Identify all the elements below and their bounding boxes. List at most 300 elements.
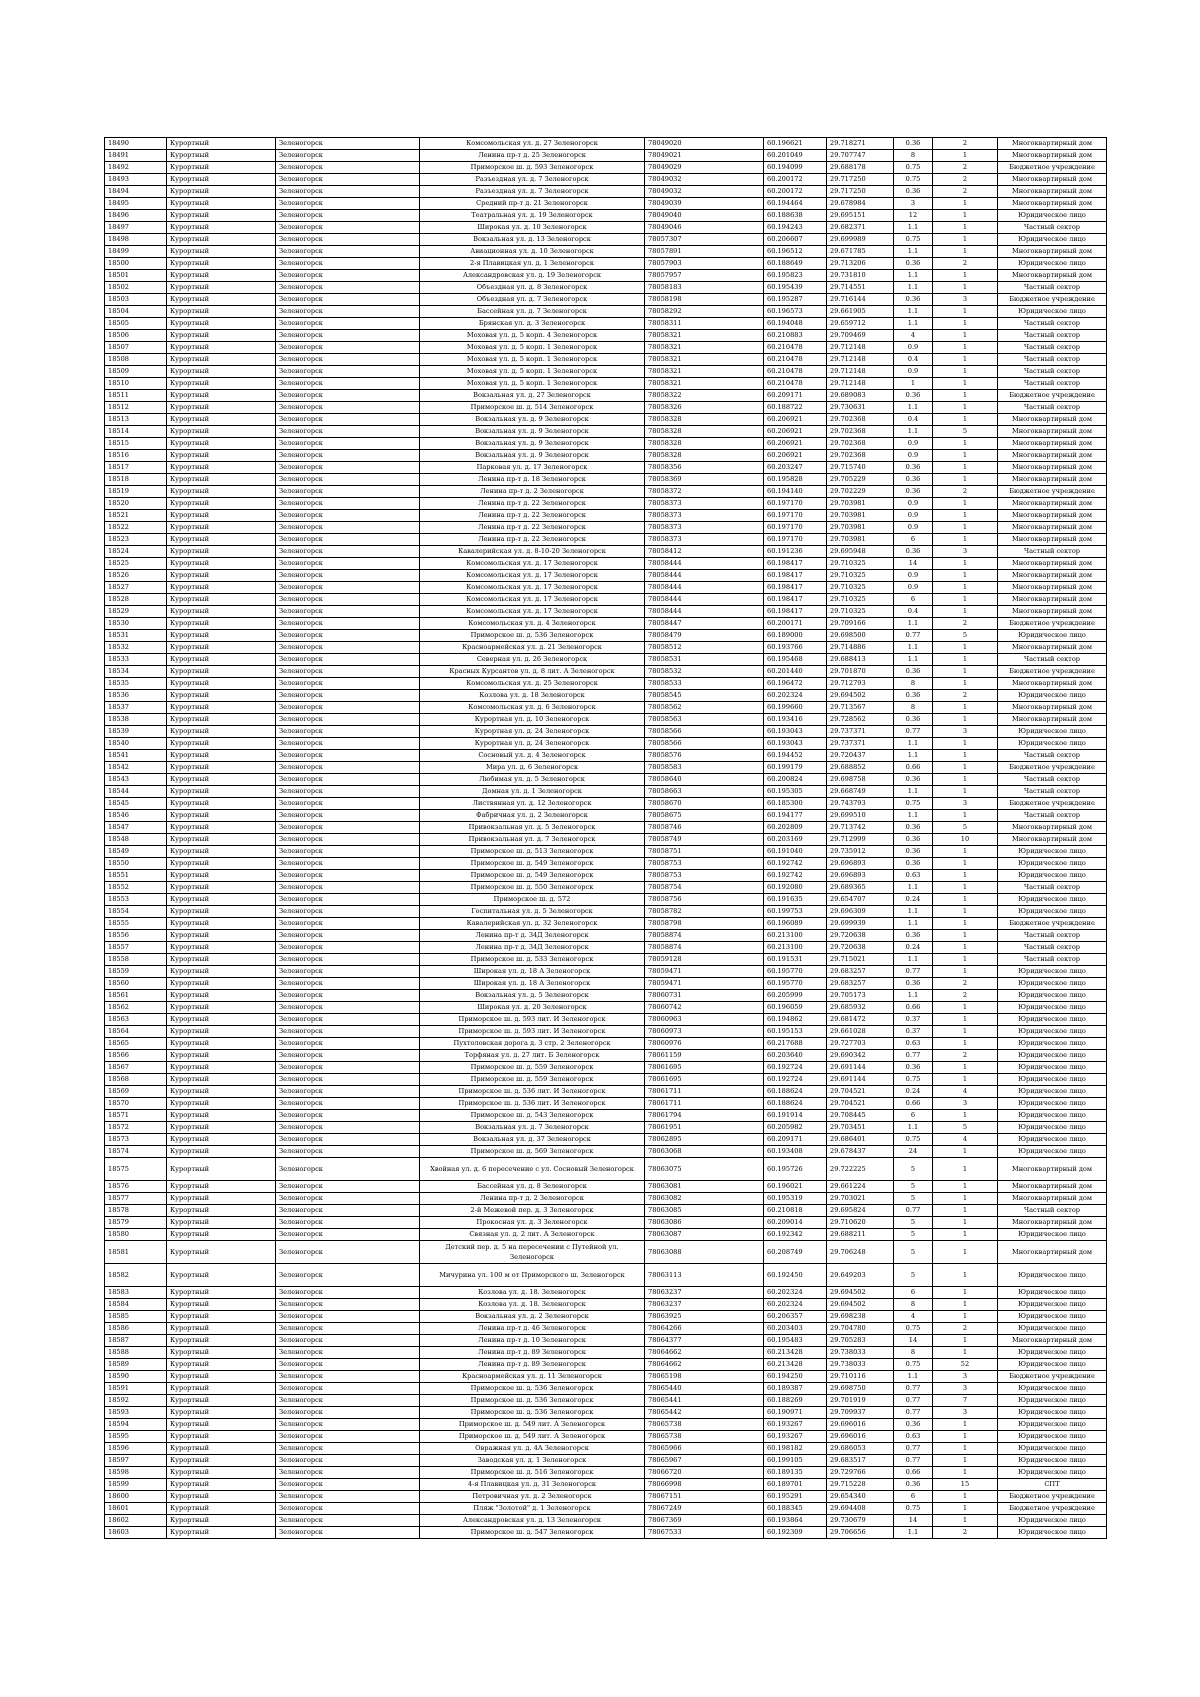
address-cell: Широкая ул. д. 20 Зеленогорск — [420, 1002, 645, 1014]
power-cell: 0.4 — [894, 354, 933, 366]
address-cell: Авиационная ул. д. 10 Зеленогорск — [420, 246, 645, 258]
code-cell: 78061695 — [645, 1074, 764, 1086]
power-cell: 0.36 — [894, 834, 933, 846]
longitude-cell: 29.710325 — [827, 558, 894, 570]
type-cell: Юридическое лицо — [998, 1527, 1107, 1539]
latitude-cell: 60.196512 — [764, 246, 827, 258]
count-cell: 1 — [933, 966, 998, 978]
district-cell: Курортный — [167, 858, 276, 870]
count-cell: 1 — [933, 234, 998, 246]
count-cell: 5 — [933, 426, 998, 438]
longitude-cell: 29.728562 — [827, 714, 894, 726]
code-cell: 78058444 — [645, 594, 764, 606]
latitude-cell: 60.192742 — [764, 858, 827, 870]
row-id-cell: 18515 — [105, 438, 167, 450]
power-cell: 6 — [894, 1287, 933, 1299]
type-cell: Многоквартирный дом — [998, 558, 1107, 570]
city-cell: Зеленогорск — [276, 162, 420, 174]
address-cell: Хвойная ул. д. 6 пересечение с ул. Сосновый Зеленогорск — [420, 1158, 645, 1181]
longitude-cell: 29.709937 — [827, 1407, 894, 1419]
row-id-cell: 18513 — [105, 414, 167, 426]
city-cell: Зеленогорск — [276, 1002, 420, 1014]
district-cell: Курортный — [167, 714, 276, 726]
city-cell: Зеленогорск — [276, 738, 420, 750]
power-cell: 8 — [894, 702, 933, 714]
row-id-cell: 18497 — [105, 222, 167, 234]
city-cell: Зеленогорск — [276, 1527, 420, 1539]
type-cell: Бюджетное учреждение — [998, 918, 1107, 930]
count-cell: 2 — [933, 174, 998, 186]
address-cell: Вокзальная ул. д. 5 Зеленогорск — [420, 990, 645, 1002]
power-cell: 0.9 — [894, 450, 933, 462]
latitude-cell: 60.202324 — [764, 690, 827, 702]
row-id-cell: 18531 — [105, 630, 167, 642]
latitude-cell: 60.195287 — [764, 294, 827, 306]
table-row — [105, 402, 1107, 414]
type-cell: Многоквартирный дом — [998, 570, 1107, 582]
district-cell: Курортный — [167, 486, 276, 498]
address-cell: Ленина пр-т д. 34Д Зеленогорск — [420, 930, 645, 942]
latitude-cell: 60.192080 — [764, 882, 827, 894]
latitude-cell: 60.195770 — [764, 978, 827, 990]
latitude-cell: 60.196573 — [764, 306, 827, 318]
type-cell: Многоквартирный дом — [998, 642, 1107, 654]
longitude-cell: 29.688413 — [827, 654, 894, 666]
count-cell: 5 — [933, 1122, 998, 1134]
district-cell: Курортный — [167, 1110, 276, 1122]
count-cell: 1 — [933, 654, 998, 666]
power-cell: 8 — [894, 678, 933, 690]
type-cell: Бюджетное учреждение — [998, 666, 1107, 678]
longitude-cell: 29.722225 — [827, 1158, 894, 1181]
power-cell: 0.24 — [894, 1086, 933, 1098]
city-cell: Зеленогорск — [276, 1371, 420, 1383]
code-cell: 78058798 — [645, 918, 764, 930]
district-cell: Курортный — [167, 1371, 276, 1383]
count-cell: 1 — [933, 558, 998, 570]
city-cell: Зеленогорск — [276, 1431, 420, 1443]
power-cell: 0.75 — [894, 1134, 933, 1146]
longitude-cell: 29.738033 — [827, 1359, 894, 1371]
city-cell: Зеленогорск — [276, 186, 420, 198]
code-cell: 78059128 — [645, 954, 764, 966]
table-row — [105, 1515, 1107, 1527]
district-cell: Курортный — [167, 462, 276, 474]
power-cell: 0.36 — [894, 258, 933, 270]
count-cell: 1 — [933, 270, 998, 282]
power-cell: 0.24 — [894, 894, 933, 906]
type-cell: Частный сектор — [998, 330, 1107, 342]
address-cell: Красноармейская ул. д. 11 Зеленогорск — [420, 1371, 645, 1383]
latitude-cell: 60.201049 — [764, 150, 827, 162]
code-cell: 78063081 — [645, 1181, 764, 1193]
power-cell: 5 — [894, 1229, 933, 1241]
district-cell: Курортный — [167, 210, 276, 222]
row-id-cell: 18580 — [105, 1229, 167, 1241]
code-cell: 78058751 — [645, 846, 764, 858]
power-cell: 1.1 — [894, 1122, 933, 1134]
table-row — [105, 702, 1107, 714]
type-cell: Частный сектор — [998, 354, 1107, 366]
district-cell: Курортный — [167, 930, 276, 942]
latitude-cell: 60.188624 — [764, 1098, 827, 1110]
table-row — [105, 1134, 1107, 1146]
address-cell: Моховая ул. д. 5 корп. 4 Зеленогорск — [420, 330, 645, 342]
count-cell: 4 — [933, 1086, 998, 1098]
district-cell: Курортный — [167, 546, 276, 558]
code-cell: 78058756 — [645, 894, 764, 906]
latitude-cell: 60.203169 — [764, 834, 827, 846]
power-cell: 0.36 — [894, 546, 933, 558]
row-id-cell: 18566 — [105, 1050, 167, 1062]
count-cell: 3 — [933, 1098, 998, 1110]
row-id-cell: 18547 — [105, 822, 167, 834]
row-id-cell: 18572 — [105, 1122, 167, 1134]
power-cell: 0.36 — [894, 930, 933, 942]
table-row — [105, 1383, 1107, 1395]
address-cell: Кавалерийская ул. д. 8-10-20 Зеленогорск — [420, 546, 645, 558]
table-row — [105, 1491, 1107, 1503]
city-cell: Зеленогорск — [276, 918, 420, 930]
code-cell: 78067151 — [645, 1491, 764, 1503]
type-cell: Юридическое лицо — [998, 1002, 1107, 1014]
power-cell: 4 — [894, 330, 933, 342]
type-cell: Многоквартирный дом — [998, 1241, 1107, 1264]
type-cell: Юридическое лицо — [998, 1407, 1107, 1419]
power-cell: 1.1 — [894, 282, 933, 294]
latitude-cell: 60.198182 — [764, 1443, 827, 1455]
row-id-cell: 18577 — [105, 1193, 167, 1205]
city-cell: Зеленогорск — [276, 570, 420, 582]
code-cell: 78066998 — [645, 1479, 764, 1491]
code-cell: 78057957 — [645, 270, 764, 282]
table-row — [105, 1299, 1107, 1311]
table-row — [105, 414, 1107, 426]
power-cell: 0.75 — [894, 1323, 933, 1335]
district-cell: Курортный — [167, 1217, 276, 1229]
district-cell: Курортный — [167, 894, 276, 906]
type-cell: Бюджетное учреждение — [998, 798, 1107, 810]
longitude-cell: 29.702229 — [827, 486, 894, 498]
longitude-cell: 29.696309 — [827, 906, 894, 918]
code-cell: 78060976 — [645, 1038, 764, 1050]
longitude-cell: 29.686053 — [827, 1443, 894, 1455]
city-cell: Зеленогорск — [276, 246, 420, 258]
power-cell: 0.77 — [894, 1455, 933, 1467]
count-cell: 1 — [933, 750, 998, 762]
table-row — [105, 318, 1107, 330]
latitude-cell: 60.200172 — [764, 186, 827, 198]
table-row — [105, 522, 1107, 534]
address-cell: Сосновый ул. д. 4 Зеленогорск — [420, 750, 645, 762]
power-cell: 4 — [894, 1311, 933, 1323]
city-cell: Зеленогорск — [276, 1395, 420, 1407]
address-cell: Прокосная ул. д. 3 Зеленогорск — [420, 1217, 645, 1229]
address-cell: Ленина пр-т д. 2 Зеленогорск — [420, 486, 645, 498]
table-row — [105, 1503, 1107, 1515]
power-cell: 5 — [894, 1217, 933, 1229]
row-id-cell: 18548 — [105, 834, 167, 846]
address-cell: Разъездная ул. д. 7 Зеленогорск — [420, 174, 645, 186]
power-cell: 1.1 — [894, 270, 933, 282]
table-row — [105, 354, 1107, 366]
address-cell: Приморское ш. д. 536 Зеленогорск — [420, 1383, 645, 1395]
row-id-cell: 18598 — [105, 1467, 167, 1479]
latitude-cell: 60.193267 — [764, 1419, 827, 1431]
latitude-cell: 60.199753 — [764, 906, 827, 918]
district-cell: Курортный — [167, 594, 276, 606]
longitude-cell: 29.712148 — [827, 342, 894, 354]
power-cell: 0.36 — [894, 690, 933, 702]
address-cell: Бассейная ул. д. 7 Зеленогорск — [420, 306, 645, 318]
latitude-cell: 60.188269 — [764, 1395, 827, 1407]
power-cell: 14 — [894, 1515, 933, 1527]
data-table — [104, 137, 1107, 1539]
row-id-cell: 18565 — [105, 1038, 167, 1050]
row-id-cell: 18599 — [105, 1479, 167, 1491]
count-cell: 1 — [933, 318, 998, 330]
district-cell: Курортный — [167, 1229, 276, 1241]
code-cell: 78061711 — [645, 1086, 764, 1098]
district-cell: Курортный — [167, 1431, 276, 1443]
address-cell: Заводская ул. д. 1 Зеленогорск — [420, 1455, 645, 1467]
row-id-cell: 18499 — [105, 246, 167, 258]
count-cell: 2 — [933, 1050, 998, 1062]
count-cell: 2 — [933, 990, 998, 1002]
row-id-cell: 18507 — [105, 342, 167, 354]
address-cell: Вокзальная ул. д. 37 Зеленогорск — [420, 1134, 645, 1146]
code-cell: 78058749 — [645, 834, 764, 846]
type-cell: Юридическое лицо — [998, 1074, 1107, 1086]
latitude-cell: 60.193043 — [764, 726, 827, 738]
type-cell: Частный сектор — [998, 654, 1107, 666]
city-cell: Зеленогорск — [276, 498, 420, 510]
table-row — [105, 966, 1107, 978]
count-cell: 1 — [933, 786, 998, 798]
power-cell: 8 — [894, 1299, 933, 1311]
code-cell: 78065198 — [645, 1371, 764, 1383]
type-cell: СПТ — [998, 1479, 1107, 1491]
power-cell: 0.77 — [894, 966, 933, 978]
longitude-cell: 29.703981 — [827, 498, 894, 510]
district-cell: Курортный — [167, 582, 276, 594]
type-cell: Юридическое лицо — [998, 990, 1107, 1002]
longitude-cell: 29.699939 — [827, 918, 894, 930]
code-cell: 78065442 — [645, 1407, 764, 1419]
address-cell: Александровская ул. д. 13 Зеленогорск — [420, 1515, 645, 1527]
longitude-cell: 29.698750 — [827, 1383, 894, 1395]
longitude-cell: 29.709166 — [827, 618, 894, 630]
count-cell: 1 — [933, 1193, 998, 1205]
district-cell: Курортный — [167, 318, 276, 330]
type-cell: Многоквартирный дом — [998, 498, 1107, 510]
code-cell: 78049040 — [645, 210, 764, 222]
latitude-cell: 60.210883 — [764, 330, 827, 342]
code-cell: 78058356 — [645, 462, 764, 474]
type-cell: Юридическое лицо — [998, 690, 1107, 702]
row-id-cell: 18601 — [105, 1503, 167, 1515]
power-cell: 0.75 — [894, 174, 933, 186]
district-cell: Курортный — [167, 450, 276, 462]
city-cell: Зеленогорск — [276, 630, 420, 642]
latitude-cell: 60.200171 — [764, 618, 827, 630]
district-cell: Курортный — [167, 954, 276, 966]
count-cell: 1 — [933, 1181, 998, 1193]
code-cell: 78058533 — [645, 678, 764, 690]
city-cell: Зеленогорск — [276, 522, 420, 534]
type-cell: Многоквартирный дом — [998, 270, 1107, 282]
count-cell: 52 — [933, 1359, 998, 1371]
address-cell: Листвянная ул. д. 12 Зеленогорск — [420, 798, 645, 810]
type-cell: Юридическое лицо — [998, 1395, 1107, 1407]
address-cell: Театральная ул. д. 19 Зеленогорск — [420, 210, 645, 222]
count-cell: 1 — [933, 1014, 998, 1026]
address-cell: Приморское ш. д. 516 Зеленогорск — [420, 1467, 645, 1479]
district-cell: Курортный — [167, 306, 276, 318]
longitude-cell: 29.695151 — [827, 210, 894, 222]
longitude-cell: 29.699989 — [827, 234, 894, 246]
row-id-cell: 18511 — [105, 390, 167, 402]
code-cell: 78064266 — [645, 1323, 764, 1335]
type-cell: Многоквартирный дом — [998, 1193, 1107, 1205]
row-id-cell: 18526 — [105, 570, 167, 582]
address-cell: Александровская ул. д. 19 Зеленогорск — [420, 270, 645, 282]
address-cell: Средний пр-т д. 21 Зеленогорск — [420, 198, 645, 210]
type-cell: Частный сектор — [998, 318, 1107, 330]
row-id-cell: 18595 — [105, 1431, 167, 1443]
address-cell: Детский пер. д. 5 на пересечении с Путейной ул. Зеленогорск — [420, 1241, 645, 1264]
power-cell: 0.36 — [894, 846, 933, 858]
table-row — [105, 582, 1107, 594]
table-row — [105, 294, 1107, 306]
type-cell: Юридическое лицо — [998, 1443, 1107, 1455]
latitude-cell: 60.202809 — [764, 822, 827, 834]
city-cell: Зеленогорск — [276, 1383, 420, 1395]
district-cell: Курортный — [167, 282, 276, 294]
code-cell: 78058663 — [645, 786, 764, 798]
type-cell: Бюджетное учреждение — [998, 1371, 1107, 1383]
address-cell: 2-я Плавицкая ул. д. 1 Зеленогорск — [420, 258, 645, 270]
table-row — [105, 306, 1107, 318]
address-cell: Приморское ш. д. 559 Зеленогорск — [420, 1062, 645, 1074]
district-cell: Курортный — [167, 1503, 276, 1515]
count-cell: 1 — [933, 1443, 998, 1455]
power-cell: 0.36 — [894, 1479, 933, 1491]
longitude-cell: 29.716144 — [827, 294, 894, 306]
longitude-cell: 29.694502 — [827, 1287, 894, 1299]
table-row — [105, 198, 1107, 210]
power-cell: 0.36 — [894, 774, 933, 786]
code-cell: 78061711 — [645, 1098, 764, 1110]
row-id-cell: 18541 — [105, 750, 167, 762]
latitude-cell: 60.191635 — [764, 894, 827, 906]
type-cell: Юридическое лицо — [998, 1383, 1107, 1395]
latitude-cell: 60.206607 — [764, 234, 827, 246]
count-cell: 1 — [933, 366, 998, 378]
table-row — [105, 1002, 1107, 1014]
longitude-cell: 29.683257 — [827, 966, 894, 978]
longitude-cell: 29.702368 — [827, 414, 894, 426]
address-cell: Брянская ул. д. 3 Зеленогорск — [420, 318, 645, 330]
address-cell: Ленина пр-т д. 10 Зеленогорск — [420, 1335, 645, 1347]
code-cell: 78049021 — [645, 150, 764, 162]
row-id-cell: 18557 — [105, 942, 167, 954]
table-row — [105, 654, 1107, 666]
type-cell: Юридическое лицо — [998, 1134, 1107, 1146]
code-cell: 78063237 — [645, 1299, 764, 1311]
code-cell: 78058328 — [645, 414, 764, 426]
longitude-cell: 29.691144 — [827, 1062, 894, 1074]
row-id-cell: 18553 — [105, 894, 167, 906]
count-cell: 3 — [933, 798, 998, 810]
code-cell: 78058444 — [645, 582, 764, 594]
district-cell: Курортный — [167, 366, 276, 378]
address-cell: Ленина пр-т д. 25 Зеленогорск — [420, 150, 645, 162]
address-cell: Парковая ул. д. 17 Зеленогорск — [420, 462, 645, 474]
code-cell: 78063085 — [645, 1205, 764, 1217]
longitude-cell: 29.695824 — [827, 1205, 894, 1217]
count-cell: 1 — [933, 1335, 998, 1347]
district-cell: Курортный — [167, 786, 276, 798]
city-cell: Зеленогорск — [276, 906, 420, 918]
power-cell: 0.36 — [894, 714, 933, 726]
latitude-cell: 60.189135 — [764, 1467, 827, 1479]
longitude-cell: 29.706248 — [827, 1241, 894, 1264]
row-id-cell: 18560 — [105, 978, 167, 990]
code-cell: 78058373 — [645, 498, 764, 510]
longitude-cell: 29.701870 — [827, 666, 894, 678]
city-cell: Зеленогорск — [276, 1181, 420, 1193]
count-cell: 1 — [933, 1205, 998, 1217]
district-cell: Курортный — [167, 654, 276, 666]
count-cell: 1 — [933, 678, 998, 690]
type-cell: Частный сектор — [998, 750, 1107, 762]
table-row — [105, 450, 1107, 462]
longitude-cell: 29.694502 — [827, 1299, 894, 1311]
district-cell: Курортный — [167, 666, 276, 678]
latitude-cell: 60.210478 — [764, 354, 827, 366]
longitude-cell: 29.698238 — [827, 1311, 894, 1323]
latitude-cell: 60.198417 — [764, 582, 827, 594]
city-cell: Зеленогорск — [276, 342, 420, 354]
city-cell: Зеленогорск — [276, 882, 420, 894]
city-cell: Зеленогорск — [276, 234, 420, 246]
table-row — [105, 246, 1107, 258]
row-id-cell: 18494 — [105, 186, 167, 198]
address-cell: Ленина пр-т д. 22 Зеленогорск — [420, 534, 645, 546]
latitude-cell: 60.198417 — [764, 570, 827, 582]
longitude-cell: 29.689083 — [827, 390, 894, 402]
address-cell: Козлова ул. д. 18 Зеленогорск — [420, 690, 645, 702]
type-cell: Юридическое лицо — [998, 1110, 1107, 1122]
count-cell: 1 — [933, 210, 998, 222]
longitude-cell: 29.720638 — [827, 942, 894, 954]
row-id-cell: 18602 — [105, 1515, 167, 1527]
city-cell: Зеленогорск — [276, 546, 420, 558]
row-id-cell: 18537 — [105, 702, 167, 714]
row-id-cell: 18519 — [105, 486, 167, 498]
count-cell: 1 — [933, 282, 998, 294]
longitude-cell: 29.682371 — [827, 222, 894, 234]
count-cell: 1 — [933, 1455, 998, 1467]
code-cell: 78049032 — [645, 186, 764, 198]
latitude-cell: 60.209014 — [764, 1217, 827, 1229]
table-row — [105, 330, 1107, 342]
table-row — [105, 978, 1107, 990]
count-cell: 1 — [933, 390, 998, 402]
longitude-cell: 29.705173 — [827, 990, 894, 1002]
address-cell: Приморское ш. д. 549 лит. А Зеленогорск — [420, 1419, 645, 1431]
